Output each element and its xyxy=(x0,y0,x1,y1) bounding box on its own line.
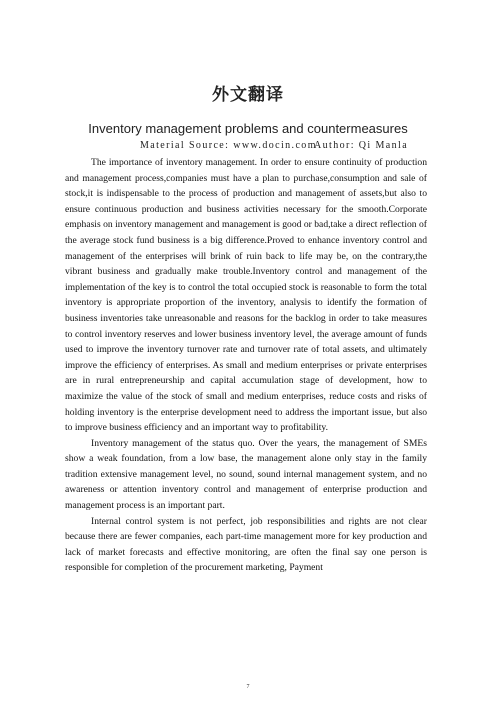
material-source: Material Source: www.docin.com xyxy=(140,140,317,151)
paragraph: Internal control system is not perfect, job responsibilities and rights are not clear because there are fewer companies, each part-time management more for key production and lack of market forecasts and effective monitoring, are often the final say one person is responsible for completion of the procurement marketing, Payment xyxy=(65,515,427,574)
article-title: Inventory management problems and countermeasures xyxy=(88,121,408,136)
article-author: Author: Qi Manla xyxy=(314,140,409,151)
article-meta xyxy=(140,140,450,151)
article-body xyxy=(65,155,427,576)
paragraph: Inventory management of the status quo. Over the years, the management of SMEs show a weak foundation, from a low base, the management alone only stay in the family tradition extensive management level, no sound, sound internal management system, and no awareness or attention inventory control and management of enterprise production and management process is an important part. xyxy=(65,437,427,512)
document-heading: 外文翻译 xyxy=(212,85,284,105)
paragraph: The importance of inventory management. In order to ensure continuity of production and management process,companies must have a plan to purchase,consumption and sale of stock,it is indispensable to the process of production and management of assets,but also to ensure continuous production and business activities necessary for the smooth.Corporate emphasis on inventory management and management is good or bad,take a direct reflection of the average stock fund business is a big difference.Proved to enhance inventory control and management of the enterprises will brink of ruin back to life may be, on the contrary,the vibrant business and gradually make trouble.Inventory control and management of the implementation of the key is to control the total occupied stock is reasonable to form the total inventory is appropriate proportion of the inventory, analysis to identify the formation of business inventories take unreasonable and reasons for the backlog in order to take measures to control inventory reserves and lower business inventory level, the average amount of funds used to improve the inventory turnover rate and turnover rate of total assets, and ultimately improve the efficiency of enterprises. As small and medium enterprises or private enterprises are in rural entrepreneurship and capital accumulation stage of development, how to maximize the value of the stock of small and medium enterprises, reduce costs and risks of holding inventory is the enterprise development need to address the important issue, but also to improve business efficiency and an important way to profitability. xyxy=(65,157,427,434)
page-number: 7 xyxy=(246,684,250,690)
